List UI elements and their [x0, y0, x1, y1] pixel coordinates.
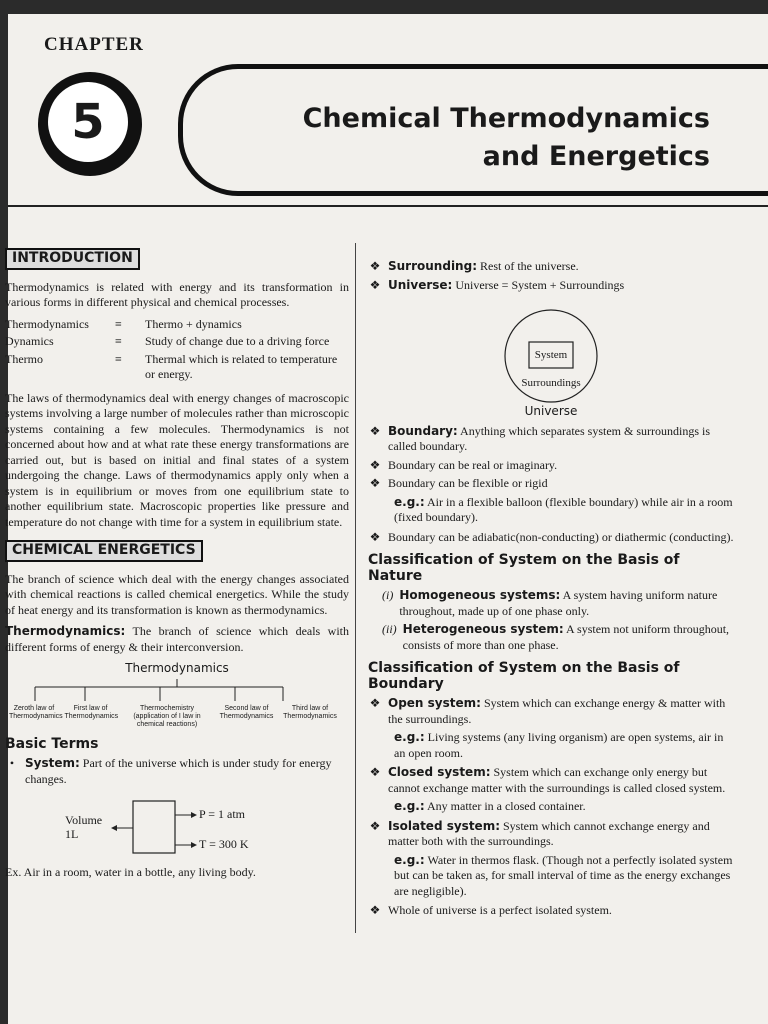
universe-isolated-item [368, 903, 734, 919]
isolated-system-label: Isolated system: [388, 818, 500, 833]
diamond-bullet-icon: ❖ [369, 457, 381, 472]
open-system-item [368, 696, 734, 727]
closed-system-item [368, 765, 734, 796]
system-box-diagram [5, 793, 349, 865]
closed-system-text: System which can exchange only energy but cannot exchange matter with the surroundings is called closed system. [388, 765, 726, 795]
diamond-bullet-icon: ❖ [369, 529, 381, 544]
boundary-classification-heading: Classification of System on the Basis of Boundary [368, 660, 680, 692]
intro-paragraph-1: Thermodynamics is related with energy and its transformation in various forms in different physical and chemical processes. [5, 279, 349, 309]
system-example: Ex. Air in a room, water in a bottle, any living body. [5, 865, 256, 879]
universe-figure [368, 296, 734, 406]
thermodynamics-tree-diagram [5, 679, 349, 705]
figure-system-label: System [534, 349, 568, 361]
tree-leaf-third-law: Third law of Thermodynamics [283, 704, 337, 720]
item-number: (ii) [382, 622, 397, 636]
volume-value: 1L [65, 827, 79, 841]
system-text: Part of the universe which is under study for energy changes. [25, 756, 332, 786]
tree-leaves [9, 705, 339, 729]
term-symbol: ≡ [115, 316, 122, 331]
thermodynamics-definition [5, 624, 349, 655]
diamond-bullet-icon: ❖ [369, 259, 381, 273]
title-line-1: Chemical Thermodynamics [302, 103, 710, 134]
chapter-number: 5 [48, 82, 128, 162]
diamond-bullet-icon: ❖ [369, 765, 381, 779]
universe-definition [368, 278, 734, 294]
surrounding-label: Surrounding: [388, 259, 477, 273]
open-system-label: Open system: [388, 696, 481, 710]
closed-system-label: Closed system: [388, 765, 491, 779]
isolated-system-item [368, 819, 734, 850]
heterogeneous-system-item [382, 622, 734, 653]
term-name: Thermodynamics [5, 316, 89, 331]
tree-leaf-first-law: First law of Thermodynamics [64, 704, 119, 720]
introduction-heading: INTRODUCTION [5, 248, 140, 270]
example-label: e.g.: [394, 730, 425, 744]
homogeneous-system-item [382, 588, 734, 619]
open-system-example [394, 730, 734, 761]
header-rule [8, 205, 768, 207]
boundary-point-text: Boundary can be real or imaginary. [388, 457, 558, 472]
title-line-2: and Energetics [482, 141, 710, 172]
example-text: Any matter in a closed container. [427, 799, 586, 813]
isolated-system-text: System which cannot exchange energy and matter both with the surroundings. [388, 818, 710, 848]
pressure-label: P = 1 atm [199, 807, 245, 821]
diamond-bullet-icon: ❖ [369, 903, 381, 917]
open-system-text: System which can exchange energy & matter with the surroundings. [388, 696, 726, 726]
surrounding-text: Rest of the universe. [480, 259, 579, 273]
figure-universe-label: Universe [524, 404, 578, 418]
example-label: e.g.: [394, 799, 425, 813]
boundary-point [368, 458, 734, 474]
boundary-label: Boundary: [388, 423, 458, 438]
energetics-paragraph: The branch of science which deal with the energy changes associated with chemical reactions is called chemical energetics. While the study of heat energy and its transformation is known as thermodynamics. [5, 571, 349, 617]
boundary-definition [368, 424, 734, 455]
closed-system-example [394, 799, 734, 815]
thermodynamics-definition-text: The branch of science which deals with different forms of energy & their interconversion. [5, 624, 349, 654]
diamond-bullet-icon: ❖ [369, 818, 381, 833]
left-column [5, 248, 349, 887]
term-name: Dynamics [5, 334, 54, 348]
temperature-label: T = 300 K [199, 837, 249, 851]
chemical-energetics-heading: CHEMICAL ENERGETICS [5, 540, 203, 562]
boundary-point-text: Boundary can be flexible or rigid [388, 476, 548, 490]
column-separator [355, 243, 356, 933]
term-definition: Thermo + dynamics [145, 316, 242, 331]
term-definitions [5, 317, 349, 383]
heterogeneous-label: Heterogeneous system: [402, 622, 564, 636]
isolated-system-example [394, 853, 734, 900]
term-symbol: ≡ [115, 334, 122, 348]
system-figure [5, 793, 349, 865]
right-column [368, 256, 734, 922]
tree-leaf-zeroth-law: Zeroth law of Thermodynamics [9, 704, 63, 720]
universe-isolated-text: Whole of universe is a perfect isolated system. [388, 903, 612, 917]
term-definition: Thermal which is related to temperature or energy. [145, 351, 338, 381]
heterogeneous-text: A system not uniform throughout, consists of more than one phase. [402, 622, 730, 652]
example-label: e.g.: [394, 852, 425, 867]
basic-terms-heading: Basic Terms [5, 735, 99, 752]
bullet-icon: • [9, 756, 15, 770]
boundary-point-text: Boundary can be adiabatic(non-conducting) or diathermic (conducting). [388, 529, 734, 544]
system-label: System: [25, 756, 80, 770]
system-definition [5, 756, 349, 787]
universe-label: Universe: [388, 277, 453, 292]
diamond-bullet-icon: ❖ [369, 476, 381, 490]
thermodynamics-definition-label: Thermodynamics: [5, 624, 126, 638]
chapter-label: CHAPTER [44, 34, 144, 55]
intro-paragraph-2: The laws of thermodynamics deal with energy changes of macroscopic systems involving a large number of molecules rather than microscopic systems containing a few molecules. Thermodynamics is not concerned about how and at what rate these energy transformations are carried out, but is based on initial and final states of a system undergoing the change. Laws of thermodynamics apply only when a system is in equilibrium or moves from one equilibrium state to another equilibrium state. Macroscopic properties like pressure and temperature do not change with time for a system in equilibrium state. [5, 390, 349, 529]
diamond-bullet-icon: ❖ [369, 423, 381, 438]
universe-text: Universe = System + Surroundings [455, 277, 625, 292]
diamond-bullet-icon: ❖ [369, 277, 381, 292]
figure-surroundings-label: Surroundings [521, 377, 581, 389]
tree-leaf-second-law: Second law of Thermodynamics [219, 704, 274, 720]
boundary-point [368, 476, 734, 492]
volume-label: Volume [65, 813, 103, 827]
boundary-example [394, 495, 734, 526]
tree-leaf-thermochemistry: Thermochemistry (application of I law in chemical reactions) [133, 704, 201, 728]
example-text: Living systems (any living organism) are open systems, air in an open room. [394, 730, 724, 760]
boundary-point [368, 530, 734, 546]
example-label: e.g.: [394, 494, 425, 509]
tree-root-label: Thermodynamics [125, 661, 229, 675]
surrounding-definition [368, 259, 734, 275]
chapter-title [303, 100, 710, 176]
term-definition: Study of change due to a driving force [145, 334, 330, 348]
term-symbol: ≡ [115, 351, 122, 366]
example-text: Air in a flexible balloon (flexible boundary) while air in a room (fixed boundary). [394, 494, 733, 524]
homogeneous-label: Homogeneous systems: [399, 588, 561, 602]
term-name: Thermo [5, 351, 43, 366]
nature-classification-heading: Classification of System on the Basis of Nature [368, 552, 680, 584]
homogeneous-text: A system having uniform nature throughout, made up of one phase only. [399, 588, 718, 618]
item-number: (i) [382, 588, 394, 602]
example-text: Water in thermos flask. (Though not a perfectly isolated system but can be taken as, for small interval of time as the energy exchanges are negligible). [394, 852, 733, 898]
diamond-bullet-icon: ❖ [369, 696, 381, 710]
boundary-text: Anything which separates system & surroundings is called boundary. [388, 423, 711, 453]
